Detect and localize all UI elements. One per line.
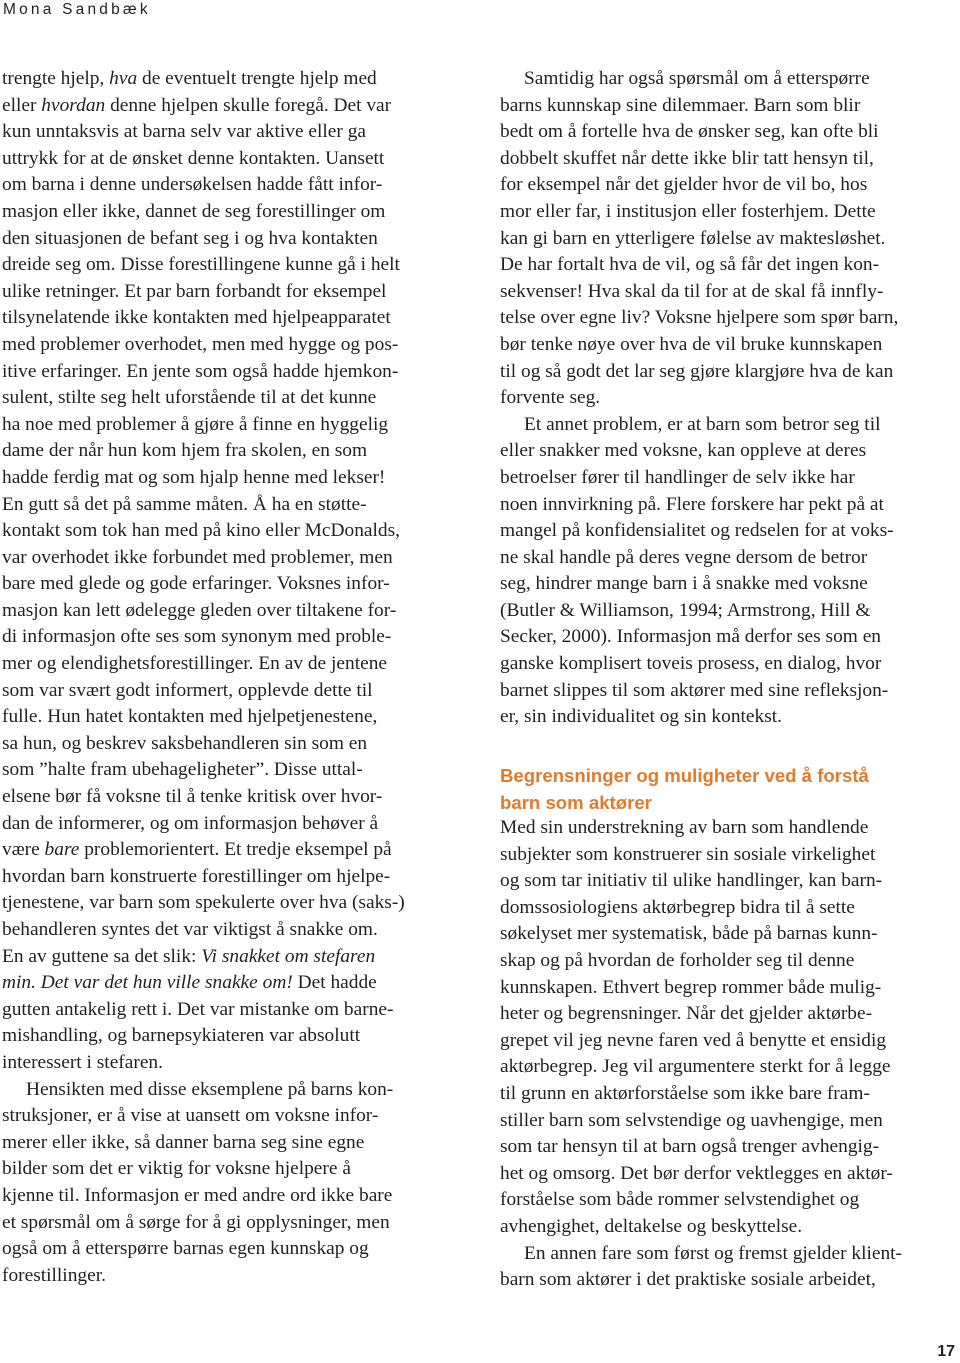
right-column: [500, 66, 960, 731]
text-line: interessert i stefaren.: [2, 1051, 163, 1073]
text-line: kan gi barn en ytterligere følelse av maktesløshet.: [500, 227, 886, 249]
text-line: ulike retninger. Et par barn forbandt for eksempel: [2, 280, 387, 302]
text-line: søkelyset mer systematisk, både på barnas kunn-: [500, 923, 878, 945]
text-line: skap og på hvordan de forholder seg til denne: [500, 949, 855, 971]
text-line: elsene bør få voksne til å tenke kritisk over hvor-: [2, 786, 383, 808]
text-line: mangel på konfidensialitet og redselen for at voks-: [500, 520, 894, 542]
text-line: sekvenser! Hva skal da til for at de skal få innfly-: [500, 280, 884, 302]
text-line: telse over egne liv? Voksne hjelpere som spør barn,: [500, 307, 899, 329]
text-line: kontakt som tok han med på kino eller McDonalds,: [2, 520, 400, 542]
text-line: avhengighet, deltakelse og beskyttelse.: [500, 1215, 803, 1237]
text-line: var overhodet ikke forbundet med problemer, men: [2, 546, 393, 568]
text-line: Secker, 2000). Informasjon må derfor ses som en: [500, 626, 882, 648]
text-line: struksjoner, er å vise at uansett om voksne infor-: [2, 1105, 379, 1127]
text-line: er, sin individualitet og sin kontekst.: [500, 706, 782, 728]
text-line: uttrykk for at de ønsket denne kontakten. Uansett: [2, 147, 385, 169]
text-line: Samtidig har også spørsmål om å etterspørre: [524, 68, 870, 89]
text-line: merer eller ikke, så danner barna seg sine egne: [2, 1131, 365, 1153]
text-line: het og omsorg. Det bør derfor vektlegges en aktør-: [500, 1162, 893, 1184]
text-line: dreide seg om. Disse forestillingene kunne gå i helt: [2, 254, 400, 276]
text-line: ne skal handle på deres vegne dersom de betror: [500, 546, 868, 568]
text-line: kjenne til. Informasjon er med andre ord ikke bare: [2, 1184, 393, 1206]
text-line: om barna i denne undersøkelsen hadde fått infor-: [2, 174, 383, 196]
text-line: kunnskapen. Ethvert begrep rommer både mulig-: [500, 976, 882, 998]
text-line: hadde ferdig mat og som hjalp henne med lekser!: [2, 466, 386, 488]
text-line: som ”halte fram ubehageligheter”. Disse uttal-: [2, 759, 363, 781]
right-column-lower: [500, 815, 960, 1294]
text-line: være bare problemorientert. Et tredje eksempel på: [2, 839, 392, 861]
text-line: med problemer overhodet, men med hygge og pos-: [2, 333, 399, 355]
text-line: mor eller far, i institusjon eller fosterhjem. Dette: [500, 200, 876, 222]
text-line: kun unntaksvis at barna selv var aktive eller ga: [2, 121, 366, 143]
text-line: itive erfaringer. En jente som også hadde hjemkon-: [2, 360, 399, 382]
text-line: eller hvordan denne hjelpen skulle foregå. Det var: [2, 94, 392, 116]
text-line: dobbelt skuffet når dette ikke blir tatt hensyn til,: [500, 147, 874, 169]
text-line: di informasjon ofte ses som synonym med proble-: [2, 626, 392, 648]
text-line: Et annet problem, er at barn som betror seg til: [524, 413, 881, 435]
text-line: forståelse som både rommer selvstendighet og: [500, 1189, 860, 1211]
text-line: Hensikten med disse eksemplene på barns kon-: [26, 1078, 394, 1100]
text-line: tilsynelatende ikke kontakten med hjelpeapparatet: [2, 307, 391, 329]
text-line: til og så godt det lar seg gjøre klargjøre hva de kan: [500, 360, 894, 382]
text-line: domssosiologiens aktørbegrep bidra til å sette: [500, 896, 855, 918]
text-line: subjekter som konstruerer sin sosiale virkelighet: [500, 843, 876, 865]
text-line: også om å etterspørre barnas egen kunnskap og: [2, 1238, 369, 1260]
text-line: grepet vil jeg nevne faren ved å benytte et ensidig: [500, 1029, 887, 1051]
text-line: barnet slippes til som aktører med sine refleksjon-: [500, 679, 889, 701]
text-line: et spørsmål om å sørge for å gi opplysninger, men: [2, 1211, 390, 1233]
text-line: trengte hjelp, hva de eventuelt trengte hjelp med: [2, 68, 377, 89]
text-line: En av guttene sa det slik: Vi snakket om stefaren: [2, 945, 376, 967]
text-line: som tar hensyn til at barn også trenger avhengig-: [500, 1136, 880, 1158]
text-line: bilder som det er viktig for voksne hjelpere å: [2, 1158, 351, 1180]
running-head: Mona Sandbæk: [3, 1, 151, 18]
text-line: masjon kan lett ødelegge gleden over tiltakene for-: [2, 599, 397, 621]
page-number: 17: [937, 1343, 955, 1360]
text-line: betroelser fører til handlinger de selv ikke har: [500, 466, 855, 488]
text-line: forvente seg.: [500, 387, 601, 409]
text-line: sa hun, og beskrev saksbehandleren sin som en: [2, 732, 368, 754]
text-line: De har fortalt hva de vil, og så får det ingen kon-: [500, 254, 880, 276]
text-line: hvordan barn konstruerte forestillinger om hjelpe-: [2, 865, 391, 887]
text-line: ha noe med problemer å gjøre å finne en hyggelig: [2, 413, 389, 435]
text-line: min. Det var det hun ville snakke om! Det hadde: [2, 972, 377, 994]
section-heading-line: barn som aktører: [500, 792, 652, 813]
text-line: En annen fare som først og fremst gjelder klient-: [524, 1242, 902, 1264]
text-line: stiller barn som selvstendige og uavhengige, men: [500, 1109, 883, 1131]
text-line: mer og elendighetsforestillinger. En av de jentene: [2, 653, 387, 675]
text-line: (Butler & Williamson, 1994; Armstrong, Hill &: [500, 599, 871, 621]
text-line: sulent, stilte seg helt uforstående til at det kunne: [2, 387, 377, 409]
text-line: tjenestene, var barn som spekulerte over hva (saks-): [2, 892, 405, 914]
text-line: forestillinger.: [2, 1264, 106, 1286]
section-heading: [500, 762, 960, 816]
text-line: den situasjonen de befant seg i og hva kontakten: [2, 227, 378, 249]
text-line: til grunn en aktørforståelse som ikke bare fram-: [500, 1082, 870, 1104]
text-line: bedt om å fortelle hva de ønsker seg, kan ofte bli: [500, 121, 879, 143]
text-line: dan de informerer, og om informasjon behøver å: [2, 812, 379, 834]
text-line: behandleren syntes det var viktigst å snakke om.: [2, 919, 378, 940]
text-line: noen innvirkning på. Flere forskere har pekt på at: [500, 493, 884, 515]
text-line: bare med glede og gode erfaringer. Voksnes infor-: [2, 573, 390, 595]
text-line: heter og begrensninger. Når det gjelder aktørbe-: [500, 1003, 873, 1025]
text-line: En gutt så det på samme måten. Å ha en støtte-: [2, 493, 367, 515]
text-line: masjon eller ikke, dannet de seg forestillinger om: [2, 200, 386, 222]
text-line: og som tar initiativ til ulike handlinger, kan barn-: [500, 870, 883, 892]
text-line: aktørbegrep. Jeg vil argumentere sterkt for å legge: [500, 1056, 891, 1078]
section-heading-line: Begrensninger og muligheter ved å forstå: [500, 765, 869, 786]
text-line: mishandling, og barnepsykiateren var absolutt: [2, 1025, 361, 1047]
text-line: gutten antakelig rett i. Det var mistanke om barne-: [2, 998, 394, 1020]
left-column: [2, 66, 464, 1289]
text-line: ganske komplisert toveis prosess, en dialog, hvor: [500, 653, 882, 675]
text-line: som var svært godt informert, opplevde dette til: [2, 679, 373, 701]
text-line: barn som aktører i det praktiske sosiale arbeidet,: [500, 1269, 876, 1291]
text-line: seg, hindrer mange barn i å snakke med voksne: [500, 573, 868, 595]
text-line: fulle. Hun hatet kontakten med hjelpetjenestene,: [2, 706, 378, 728]
text-line: dame der når hun kom hjem fra skolen, en som: [2, 440, 368, 462]
text-line: bør tenke nøye over hva de vil bruke kunnskapen: [500, 333, 883, 355]
text-line: for eksempel når det gjelder hvor de vil bo, hos: [500, 174, 868, 196]
text-line: Med sin understrekning av barn som handlende: [500, 817, 869, 838]
text-line: barns kunnskap sine dilemmaer. Barn som blir: [500, 94, 861, 116]
text-line: eller snakker med voksne, kan oppleve at deres: [500, 440, 867, 462]
